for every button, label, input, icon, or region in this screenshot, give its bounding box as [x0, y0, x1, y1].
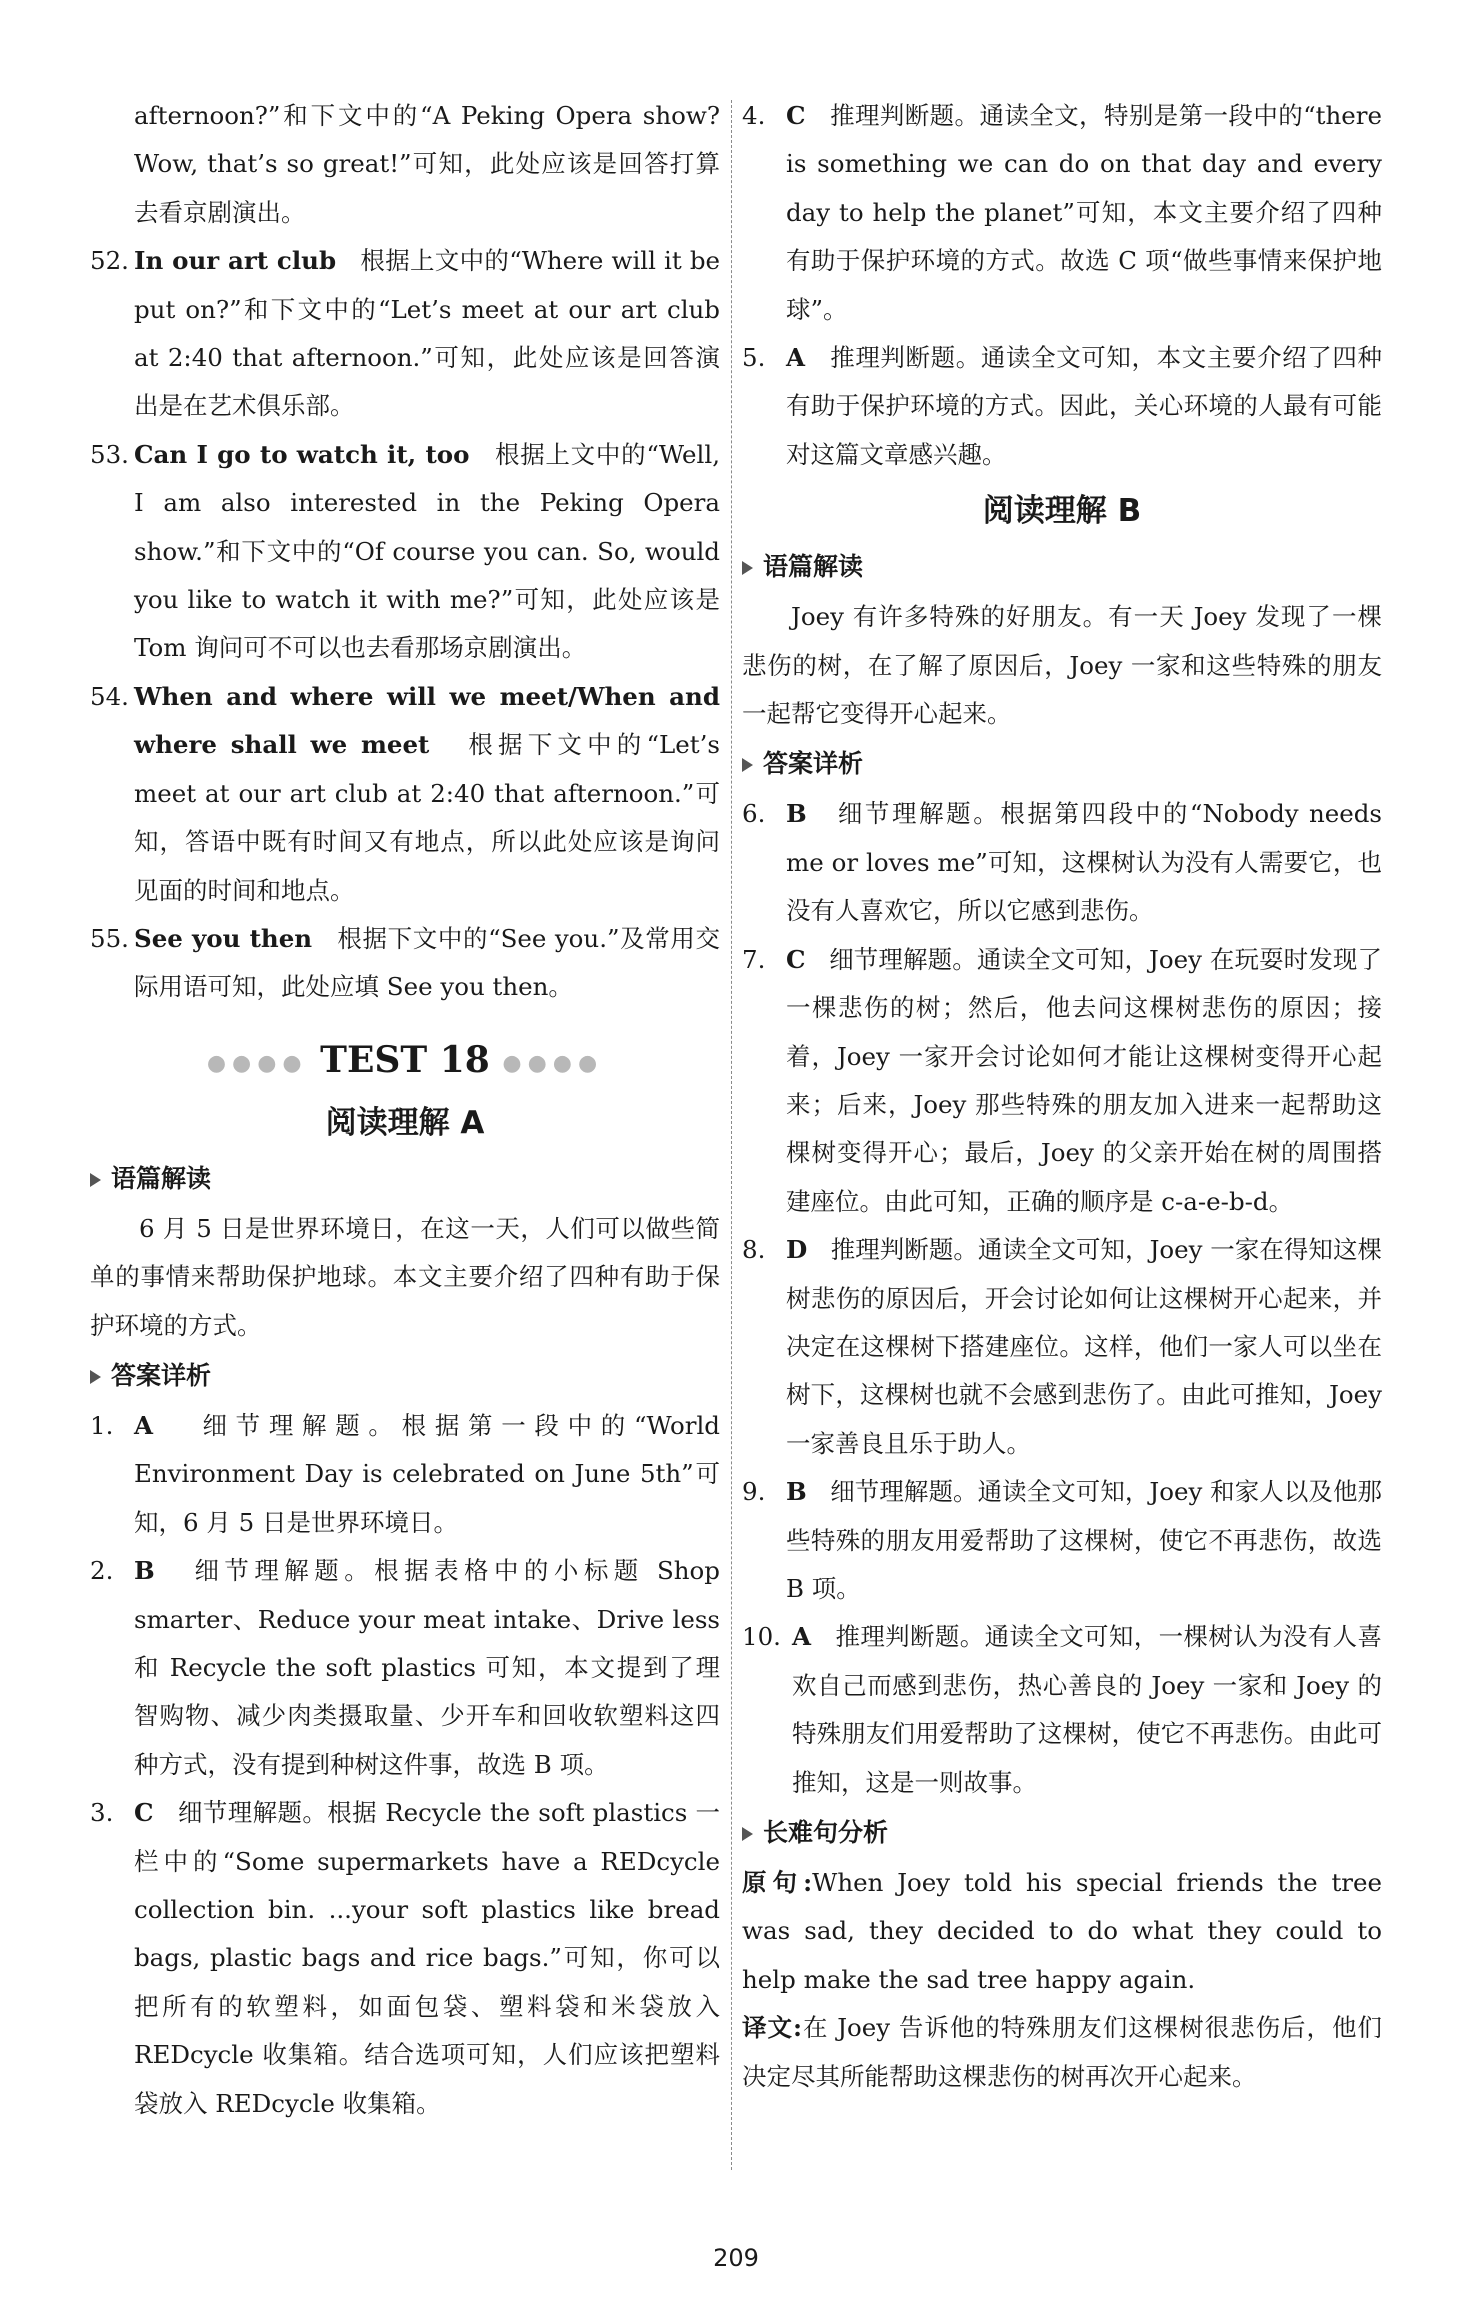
original-sentence	[742, 1859, 1382, 2004]
item-number: 9.	[742, 1477, 766, 1507]
item-number: 54.	[90, 681, 129, 711]
item-number: 4.	[742, 101, 766, 130]
heading-text: 答案详析	[763, 749, 864, 779]
answer-item-52	[90, 237, 720, 431]
arrow-icon	[90, 1173, 101, 1187]
answer-item-7	[742, 936, 1382, 1226]
item-answer: C	[786, 101, 806, 130]
page-number: 209	[713, 2244, 759, 2272]
translation	[742, 2004, 1382, 2101]
answer-item-8	[742, 1226, 1382, 1468]
item-explanation: 根据上文中的“Well, I am also interested in the Peking Opera show.”和下文中的“Of course you can. So, would you like to watch it with me?”可知，此处应该是 Tom 询问可不可以也去看那场京剧演出。	[134, 439, 720, 663]
item-explanation: 根据上文中的“Where will it be put on?”和下文中的“Let’s meet at our art club at 2:40 that afternoon.”可知，此处应该是回答演出是在艺术俱乐部。	[134, 246, 721, 421]
item-answer: C	[786, 944, 806, 974]
item-answer: When and where will we meet/When and where shall we meet	[134, 681, 720, 760]
answer-item-5	[742, 334, 1382, 479]
item-answer: A	[786, 343, 806, 373]
arrow-icon	[90, 1370, 101, 1384]
answer-item-6	[742, 790, 1382, 935]
item-explanation: 细节理解题。根据第四段中的“Nobody needs me or loves me”可知，这棵树认为没有人需要它，也没有人喜欢它，所以它感到悲伤。	[786, 799, 1382, 926]
item-number: 10.	[742, 1622, 781, 1652]
item-explanation: 细节理解题。通读全文可知，Joey 和家人以及他那些特殊的朋友用爱帮助了这棵树，使它不再悲伤，故选 B 项。	[786, 1477, 1382, 1603]
heading-text: 语篇解读	[111, 1163, 212, 1193]
item-explanation: 根据下文中的“Let’s meet at our art club at 2:40 that afternoon.”可知，答语中既有时间又有地点，所以此处应该是询问见面的时间和地点。	[134, 730, 721, 905]
answer-item-9	[742, 1468, 1382, 1613]
item-answer: D	[786, 1235, 808, 1265]
heading-text: 语篇解读	[763, 552, 864, 582]
sentence-analysis-heading	[742, 1809, 1382, 1857]
translation-text: 在 Joey 告诉他的特殊朋友们这棵树很悲伤后，他们决定尽其所能帮助这棵悲伤的树再次开心起来。	[742, 2013, 1382, 2091]
item-answer: B	[786, 1477, 807, 1507]
item-explanation: 根据下文中的“See you.”及常用交际用语可知，此处应填 See you then。	[134, 923, 721, 1002]
item-answer: C	[134, 1798, 154, 1828]
answers-heading	[90, 1352, 720, 1400]
item-number: 8.	[742, 1235, 766, 1265]
item-number: 2.	[90, 1556, 114, 1586]
answer-item-1	[90, 1402, 720, 1547]
item-explanation: 细节理解题。通读全文可知，Joey 在玩耍时发现了一棵悲伤的树；然后，他去问这棵树悲伤的原因；接着，Joey 一家开会讨论如何才能让这棵树变得开心起来；后来，Joey 那些特殊的朋友加入进来一起帮助这棵树变得开心；最后，Joey 的父亲开始在树的周围搭建座位。由此可知，正确的顺序是 c-a-e-b-d。	[786, 944, 1382, 1216]
answer-item-4	[742, 92, 1382, 334]
item-number: 52.	[90, 246, 129, 276]
column-divider	[731, 100, 732, 2170]
right-column	[742, 92, 1382, 2101]
item-answer: B	[134, 1556, 155, 1586]
item-number: 5.	[742, 343, 766, 373]
heading-text: 答案详析	[111, 1360, 212, 1390]
answer-item-54	[90, 673, 720, 915]
item-explanation: 推理判断题。通读全文可知，一棵树认为没有人喜欢自己而感到悲伤，热心善良的 Joey 一家和 Joey 的特殊朋友们用爱帮助了这棵树，使它不再悲伤。由此可推知，这是一则故事。	[792, 1622, 1382, 1797]
item-number: 7.	[742, 944, 766, 974]
original-label: 原句:	[742, 1868, 813, 1897]
passage-summary-a: 6 月 5 日是世界环境日，在这一天，人们可以做些简单的事情来帮助保护地球。本文主要介绍了四种有助于保护环境的方式。	[90, 1213, 720, 1340]
item-51-continuation: afternoon?”和下文中的“A Peking Opera show? Wow, that’s so great!”可知，此处应该是回答打算去看京剧演出。	[134, 101, 720, 227]
item-number: 3.	[90, 1798, 114, 1828]
item-answer: In our art club	[134, 246, 337, 276]
item-number: 53.	[90, 439, 129, 469]
item-answer: B	[786, 799, 807, 829]
item-explanation: 细节理解题。根据 Recycle the soft plastics 一栏中的“Some supermarkets have a REDcycle collection bin. ...your soft plastics like bread bags, plastic bags and rice bags.”可知，你可以把所有的软塑料，如面包袋、塑料袋和米袋放入 REDcycle 收集箱。结合选项可知，人们应该把塑料袋放入 REDcycle 收集箱。	[134, 1798, 720, 2118]
passage-heading	[742, 543, 1382, 591]
test-title	[90, 1032, 720, 1091]
item-explanation: 推理判断题。通读全文可知，本文主要介绍了四种有助于保护环境的方式。因此，关心环境的人最有可能对这篇文章感兴趣。	[786, 343, 1382, 469]
answer-item-55	[90, 915, 720, 1012]
original-text: When Joey told his special friends the tree was sad, they decided to do what they could to help make the sad tree happy again.	[742, 1868, 1382, 1994]
test-title-text: TEST 18	[320, 1038, 490, 1081]
answers-heading	[742, 740, 1382, 788]
item-number: 6.	[742, 799, 766, 829]
section-title-reading-b: 阅读理解 B	[982, 493, 1142, 530]
left-column	[90, 92, 720, 2128]
item-explanation: 推理判断题。通读全文，特别是第一段中的“there is something we can do on that day and every day to help the planet”可知，本文主要介绍了四种有助于保护环境的方式。故选 C 项“做些事情来保护地球”。	[786, 101, 1382, 324]
passage-heading	[90, 1155, 720, 1203]
arrow-icon	[742, 561, 753, 575]
item-answer: Can I go to watch it, too	[134, 439, 470, 469]
heading-text: 长难句分析	[763, 1818, 889, 1847]
answer-item-2	[90, 1547, 720, 1789]
answer-item-3	[90, 1789, 720, 2128]
translation-label: 译文:	[742, 2013, 802, 2043]
item-number: 1.	[90, 1410, 114, 1440]
section-title-reading-a: 阅读理解 A	[325, 1104, 485, 1141]
item-explanation: 细节理解题。根据表格中的小标题 Shop smarter、Reduce your meat intake、Drive less 和 Recycle the soft plastics 可知，本文提到了理智购物、减少肉类摄取量、少开车和回收软塑料这四种方式，没有提到种树这件事，故选 B 项。	[134, 1556, 720, 1779]
item-number: 55.	[90, 923, 129, 953]
arrow-icon	[742, 758, 753, 772]
decorative-dots-right: ●●●●	[502, 1049, 604, 1076]
answer-item-10	[742, 1613, 1382, 1807]
arrow-icon	[742, 1827, 753, 1841]
item-answer: A	[792, 1622, 812, 1652]
answer-item-53	[90, 431, 720, 673]
passage-summary-b: Joey 有许多特殊的好朋友。有一天 Joey 发现了一棵悲伤的树，在了解了原因后，Joey 一家和这些特殊的朋友一起帮它变得开心起来。	[742, 602, 1382, 729]
item-answer: A	[134, 1410, 154, 1440]
item-explanation: 推理判断题。通读全文可知，Joey 一家在得知这棵树悲伤的原因后，开会讨论如何让这棵树开心起来，并决定在这棵树下搭建座位。这样，他们一家人可以坐在树下，这棵树也就不会感到悲伤了。由此可推知，Joey 一家善良且乐于助人。	[786, 1235, 1382, 1458]
item-answer: See you then	[134, 923, 313, 953]
item-explanation: 细节理解题。根据第一段中的“World Environment Day is celebrated on June 5th”可知，6 月 5 日是世界环境日。	[134, 1410, 720, 1537]
decorative-dots-left: ●●●●	[206, 1049, 308, 1076]
